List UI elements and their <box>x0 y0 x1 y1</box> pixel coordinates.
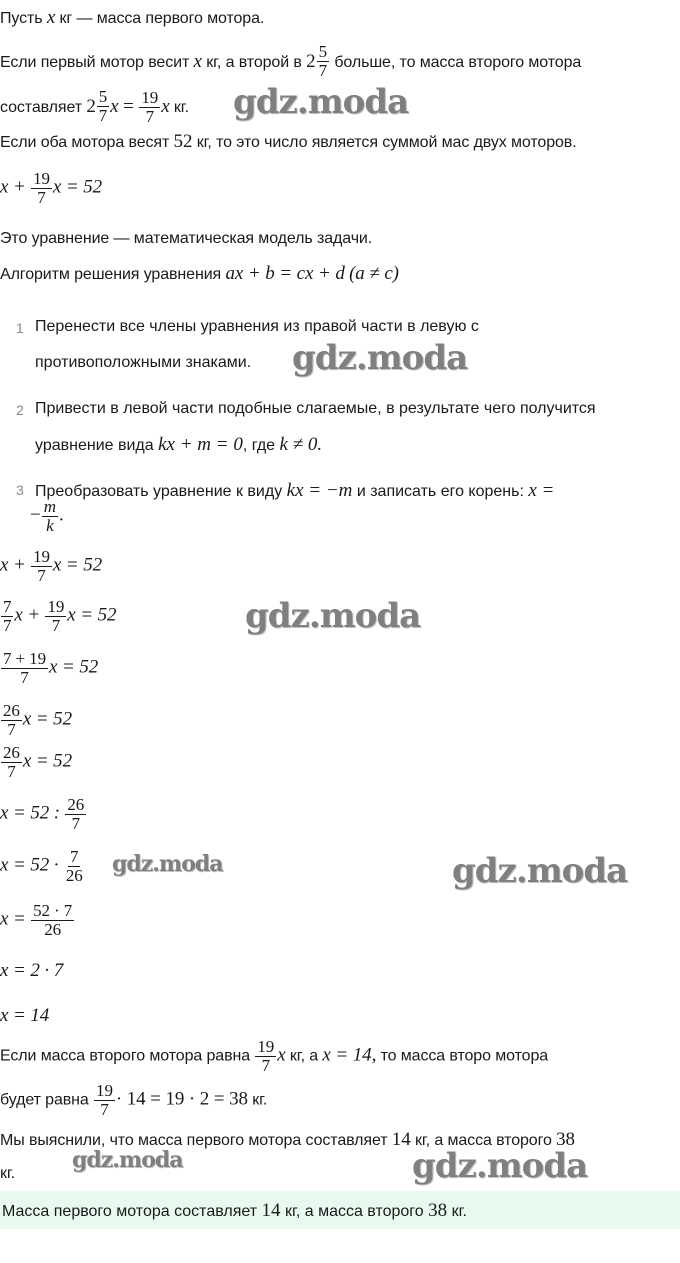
condition-line: Если первый мотор весит x кг, а второй в 2 $\frac{5}{7}$ больше, то масса второго мотора <box>0 42 582 80</box>
watermark: gdz.moda <box>233 82 409 122</box>
model-note: Это уравнение — математическая модель задачи. <box>0 230 373 247</box>
solution-step-8: x = $\frac{52 \cdot 7}{26}$ <box>0 901 73 939</box>
step-1-line1: Перенести все члены уравнения из правой части в левую с <box>35 318 479 335</box>
watermark: gdz.moda <box>452 851 628 891</box>
conclusion-line-1: Если масса второго мотора равна $\frac{19}{7}$ x кг, а x = 14, то масса второ мотора <box>0 1037 549 1075</box>
step-3-root: − $\frac{m}{k}$ . <box>30 497 64 535</box>
solution-step-6: x = 52 : $\frac{26}{7}$ <box>0 795 85 833</box>
intro-line: Пусть x кг — масса первого мотора. <box>0 7 265 28</box>
solution-step-2: $\frac{7}{7}$ x + $\frac{19}{7}$ x = 52 <box>3 597 117 635</box>
step-1-line2: противоположными знаками. <box>35 354 252 371</box>
watermark: gdz.moda <box>245 596 421 636</box>
second-motor-mass-line: составляет 2 $\frac{5}{7}$ x = $\frac{19}{7}$ x кг. <box>0 87 189 127</box>
solution-step-4: $\frac{26}{7}$ x = 52 <box>3 701 72 739</box>
step-2-line2: уравнение вида kx + m = 0, где k ≠ 0. <box>35 434 323 455</box>
watermark: gdz.moda <box>112 851 223 877</box>
solution-step-1: x + $\frac{19}{7}$ x = 52 <box>0 547 103 585</box>
answer-text: Масса первого мотора составляет 14 кг, а масса второго 38 кг. <box>2 1200 467 1221</box>
solution-step-3: $\frac{7 + 19}{7}$ x = 52 <box>3 649 99 687</box>
model-equation: x + $\frac{19}{7}$ x = 52 <box>0 169 103 207</box>
step-number: 3 <box>16 482 24 498</box>
sum-line: Если оба мотора весят 52 кг, то это число является суммой мас двух моторов. <box>0 131 577 152</box>
solution-step-9: x = 2 · 7 <box>0 960 64 981</box>
solution-step-7: x = 52 · $\frac{7}{26}$ <box>0 847 83 885</box>
watermark: gdz.moda <box>412 1146 588 1186</box>
conclusion-line-3: Мы выяснили, что масса первого мотора составляет 14 кг, а масса второго 38 <box>0 1129 575 1150</box>
solution-step-10: x = 14 <box>0 1005 50 1026</box>
step-number: 1 <box>16 320 24 336</box>
step-3-line1: Преобразовать уравнение к виду kx = −m и записать его корень: x = <box>35 480 555 501</box>
conclusion-line-4: кг. <box>0 1165 16 1182</box>
step-2-line1: Привести в левой части подобные слагаемые, в результате чего получится <box>35 400 596 417</box>
watermark: gdz.moda <box>292 338 468 378</box>
conclusion-line-2: будет равна $\frac{19}{7}$ · 14 = 19 · 2 = 38 кг. <box>0 1081 268 1119</box>
watermark: gdz.moda <box>72 1147 183 1173</box>
step-number: 2 <box>16 402 24 418</box>
solution-step-5: $\frac{26}{7}$ x = 52 <box>3 743 72 781</box>
mixed-fraction: 2 $\frac{5}{7}$ <box>306 42 327 80</box>
algorithm-title: Алгоритм решения уравнения ax + b = cx + d (a ≠ c) <box>0 263 399 284</box>
